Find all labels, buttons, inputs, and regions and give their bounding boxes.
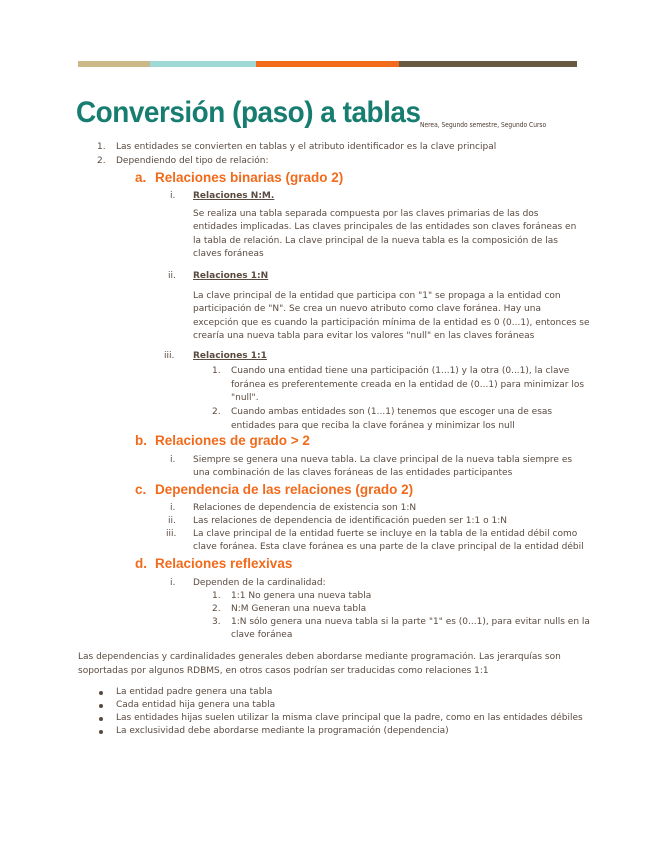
list-number: 2. bbox=[212, 604, 221, 614]
section-d-label: d. bbox=[135, 556, 147, 571]
paragraph-line: excepción que es cuando la participación mínima de la entidad es 0 (0...1), entonces se bbox=[193, 318, 590, 328]
subheading-11: Relaciones 1:1 bbox=[193, 351, 267, 361]
paragraph-line: soportadas por algunos RDBMS, en otros casos podrían ser traducidas como relaciones 1:1 bbox=[78, 666, 489, 676]
paragraph-line: 1:1 No genera una nueva tabla bbox=[231, 591, 372, 601]
section-c-heading: Dependencia de las relaciones (grado 2) bbox=[155, 482, 414, 497]
roman-number: ii. bbox=[168, 271, 176, 281]
paragraph-line: Siempre se genera una nueva tabla. La clave principal de la nueva tabla siempre es bbox=[193, 455, 573, 465]
color-bar-segment bbox=[78, 61, 150, 67]
roman-number: i. bbox=[170, 503, 176, 513]
list-item: Dependiendo del tipo de relación: bbox=[116, 156, 269, 166]
list-number: 1. bbox=[212, 366, 221, 376]
paragraph-line: clave foránea. Esta clave foránea es una parte de la clave principal de la entidad débil bbox=[193, 542, 584, 552]
section-a-label: a. bbox=[135, 170, 147, 185]
section-b-label: b. bbox=[135, 433, 147, 448]
paragraph-line: La clave principal de la entidad que participa con "1" se propaga a la entidad con bbox=[193, 291, 561, 301]
paragraph-line: Las dependencias y cardinalidades generales deben abordarse mediante programación. Las jerarquías son bbox=[78, 652, 561, 662]
bullet-dot bbox=[99, 717, 103, 721]
roman-number: i. bbox=[170, 191, 176, 201]
list-number: 3. bbox=[212, 617, 221, 627]
bullet-dot bbox=[99, 704, 103, 708]
list-number: 2. bbox=[212, 407, 221, 417]
bullet-item: La exclusividad debe abordarse mediante la programación (dependencia) bbox=[116, 726, 449, 736]
paragraph-line: Se realiza una tabla separada compuesta por las claves primarias de las dos bbox=[193, 209, 539, 219]
section-a-heading: Relaciones binarias (grado 2) bbox=[155, 170, 344, 185]
paragraph-line: Cuando ambas entidades son (1...1) tenemos que escoger una de esas bbox=[231, 407, 553, 417]
subheading-nm: Relaciones N:M. bbox=[193, 191, 275, 201]
color-bar-segment bbox=[150, 61, 256, 67]
bullet-dot bbox=[99, 691, 103, 695]
paragraph-line: Dependen de la cardinalidad: bbox=[193, 578, 326, 588]
paragraph-line: La clave principal de la entidad fuerte se incluye en la tabla de la entidad débil como bbox=[193, 529, 578, 539]
list-number: 1. bbox=[97, 142, 106, 152]
paragraph-line: Las relaciones de dependencia de identificación pueden ser 1:1 o 1:N bbox=[193, 516, 507, 526]
roman-number: ii. bbox=[168, 516, 176, 526]
color-bar-segment bbox=[399, 61, 577, 67]
subheading-1n: Relaciones 1:N bbox=[193, 271, 269, 281]
paragraph-line: la tabla de relación. La clave principal de la nueva tabla es la composición de las bbox=[193, 236, 558, 246]
list-number: 1. bbox=[212, 591, 221, 601]
paragraph-line: participación de "N". Se crea un nuevo atributo como clave foránea. Hay una bbox=[193, 304, 541, 314]
paragraph-line: crearía una nueva tabla para evitar los valores "null" en las claves foráneas bbox=[193, 331, 535, 341]
paragraph-line: "null". bbox=[231, 393, 259, 403]
page-title: Conversión (paso) a tablas bbox=[76, 96, 421, 129]
bullet-item: La entidad padre genera una tabla bbox=[116, 687, 273, 697]
paragraph-line: Cuando una entidad tiene una participación (1...1) y la otra (0...1), la clave bbox=[231, 366, 570, 376]
bullet-item: Cada entidad hija genera una tabla bbox=[116, 700, 276, 710]
roman-number: i. bbox=[170, 578, 176, 588]
paragraph-line: entidades para que reciba la clave foránea y minimizar los null bbox=[231, 421, 515, 431]
paragraph-line: claves foráneas bbox=[193, 249, 264, 259]
section-d-heading: Relaciones reflexivas bbox=[155, 556, 293, 571]
paragraph-line: clave foránea bbox=[231, 630, 293, 640]
list-item: Las entidades se convierten en tablas y el atributo identificador es la clave principal bbox=[116, 142, 497, 152]
list-number: 2. bbox=[97, 156, 106, 166]
roman-number: iii. bbox=[164, 351, 175, 361]
paragraph-line: una combinación de las claves foráneas de las entidades participantes bbox=[193, 468, 513, 478]
roman-number: i. bbox=[170, 455, 176, 465]
paragraph-line: 1:N sólo genera una nueva tabla si la parte "1" es (0...1), para evitar nulls en la bbox=[231, 617, 590, 627]
bullet-item: Las entidades hijas suelen utilizar la misma clave principal que la padre, como en las entidades débiles bbox=[116, 713, 583, 723]
bullet-dot bbox=[99, 730, 103, 734]
paragraph-line: foránea es preferentemente creada en la entidad de (0...1) para minimizar los bbox=[231, 380, 585, 390]
paragraph-line: Relaciones de dependencia de existencia son 1:N bbox=[193, 503, 417, 513]
paragraph-line: N:M Generan una nueva tabla bbox=[231, 604, 367, 614]
roman-number: iii. bbox=[166, 529, 177, 539]
section-b-heading: Relaciones de grado > 2 bbox=[155, 433, 310, 448]
section-c-label: c. bbox=[135, 482, 147, 497]
page-subtitle: Nerea, Segundo semestre, Segundo Curso bbox=[420, 121, 547, 129]
decorative-color-bar bbox=[78, 61, 577, 67]
paragraph-line: entidades implicadas. Las claves principales de las entidades son claves foráneas en bbox=[193, 222, 577, 232]
color-bar-segment bbox=[256, 61, 399, 67]
